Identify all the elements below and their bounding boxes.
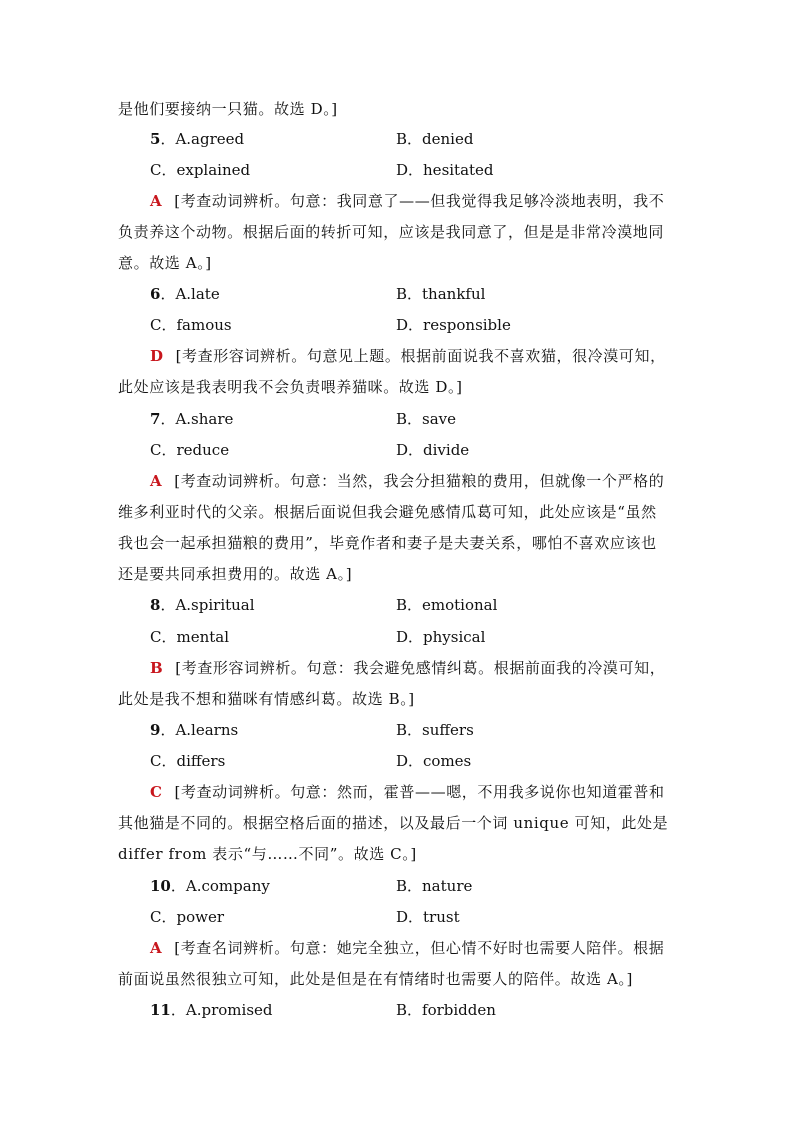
option-b: B．denied xyxy=(396,130,474,148)
question-5-options-ab xyxy=(150,129,710,149)
explanation-text: [考查形容词辨析。句意：我会避免感情纠葛。根据前面我的冷漠可知， xyxy=(175,659,666,677)
question-number: 5 xyxy=(150,130,161,148)
option-c: C．power xyxy=(150,908,224,926)
option-b: B．emotional xyxy=(396,596,498,614)
option-c: C．explained xyxy=(150,161,251,179)
answer-8-line-1 xyxy=(150,658,710,678)
option-b: B．thankful xyxy=(396,285,486,303)
question-5-options-cd xyxy=(150,160,710,180)
option-b: B．suffers xyxy=(396,721,474,739)
option-b: B．save xyxy=(396,410,457,428)
question-9-options-cd xyxy=(150,751,710,771)
answer-letter: D xyxy=(150,347,164,365)
option-b: B．forbidden xyxy=(396,1001,496,1019)
option-d: D．hesitated xyxy=(396,161,494,179)
explanation-text: [考查动词辨析。句意：我同意了——但我觉得我足够冷淡地表明，我不 xyxy=(174,192,665,210)
answer-5-line-1 xyxy=(150,191,710,211)
intro-tail: 是他们要接纳一只猫。故选 D。] xyxy=(118,100,338,118)
question-6-options-ab xyxy=(150,284,710,304)
option-separator: ． xyxy=(160,285,176,303)
option-c: C．reduce xyxy=(150,441,230,459)
explanation-text: [考查动词辨析。句意：然而，霍普——嗯，不用我多说你也知道霍普和 xyxy=(174,783,665,801)
option-separator: ． xyxy=(160,130,176,148)
explanation-text: [考查动词辨析。句意：当然，我会分担猫粮的费用，但就像一个严格的 xyxy=(174,472,665,490)
option-d: D．physical xyxy=(396,628,486,646)
option-d: D．trust xyxy=(396,908,460,926)
option-c: C．differs xyxy=(150,752,226,770)
question-7-options-ab xyxy=(150,409,710,429)
option-a: A.agreed xyxy=(175,130,245,148)
option-d: D．responsible xyxy=(396,316,511,334)
question-number: 8 xyxy=(150,596,161,614)
question-11-options-ab xyxy=(150,1000,710,1020)
option-a: A.late xyxy=(175,285,220,303)
answer-5-line-2: 负责养这个动物。根据后面的转折可知，应该是我同意了，但是是非常冷漠地同 xyxy=(118,223,665,241)
option-separator: ． xyxy=(170,877,186,895)
option-b: B．nature xyxy=(396,877,473,895)
option-d: D．comes xyxy=(396,752,472,770)
answer-5-line-3: 意。故选 A。] xyxy=(118,254,212,272)
option-c: C．famous xyxy=(150,316,232,334)
option-a: A.learns xyxy=(175,721,239,739)
option-a: A.company xyxy=(185,877,270,895)
option-a: A.spiritual xyxy=(175,596,255,614)
answer-8-line-2: 此处是我不想和猫咪有情感纠葛。故选 B。] xyxy=(118,690,415,708)
question-number: 6 xyxy=(150,285,161,303)
question-6-options-cd xyxy=(150,315,710,335)
question-number: 10 xyxy=(150,877,171,895)
option-d: D．divide xyxy=(396,441,470,459)
answer-7-line-4: 还是要共同承担费用的。故选 A。] xyxy=(118,565,353,583)
question-number: 7 xyxy=(150,410,161,428)
answer-10-line-1 xyxy=(150,938,710,958)
answer-6-line-1 xyxy=(150,346,710,366)
option-c: C．mental xyxy=(150,628,230,646)
answer-letter: A xyxy=(150,192,163,210)
question-number: 11 xyxy=(150,1001,171,1019)
answer-9-line-2: 其他猫是不同的。根据空格后面的描述，以及最后一个词 unique 可知，此处是 xyxy=(118,814,669,832)
answer-9-line-1 xyxy=(150,782,710,802)
answer-letter: C xyxy=(150,783,163,801)
option-separator: ． xyxy=(160,410,176,428)
question-8-options-cd xyxy=(150,627,710,647)
answer-9-line-3: differ from 表示“与……不同”。故选 C。] xyxy=(118,845,417,863)
question-9-options-ab xyxy=(150,720,710,740)
option-separator: ． xyxy=(170,1001,186,1019)
answer-10-line-2: 前面说虽然很独立可知，此处是但是在有情绪时也需要人的陪伴。故选 A。] xyxy=(118,970,633,988)
question-10-options-ab xyxy=(150,876,710,896)
answer-letter: A xyxy=(150,939,163,957)
answer-letter: B xyxy=(150,659,164,677)
question-7-options-cd xyxy=(150,440,710,460)
option-a: A.share xyxy=(175,410,234,428)
answer-letter: A xyxy=(150,472,163,490)
answer-7-line-1 xyxy=(150,471,710,491)
question-number: 9 xyxy=(150,721,161,739)
question-8-options-ab xyxy=(150,595,710,615)
option-separator: ． xyxy=(160,596,176,614)
question-10-options-cd xyxy=(150,907,710,927)
answer-7-line-3: 我也会一起承担猫粮的费用”，毕竟作者和妻子是夫妻关系，哪怕不喜欢应该也 xyxy=(118,534,657,552)
answer-6-line-2: 此处应该是我表明我不会负责喂养猫咪。故选 D。] xyxy=(118,378,463,396)
option-a: A.promised xyxy=(185,1001,273,1019)
explanation-text: [考查形容词辨析。句意见上题。根据前面说我不喜欢猫，很冷漠可知， xyxy=(175,347,666,365)
answer-7-line-2: 维多利亚时代的父亲。根据后面说但我会避免感情瓜葛可知，此处应该是“虽然 xyxy=(118,503,657,521)
option-separator: ． xyxy=(160,721,176,739)
explanation-text: [考查名词辨析。句意：她完全独立，但心情不好时也需要人陪伴。根据 xyxy=(174,939,665,957)
